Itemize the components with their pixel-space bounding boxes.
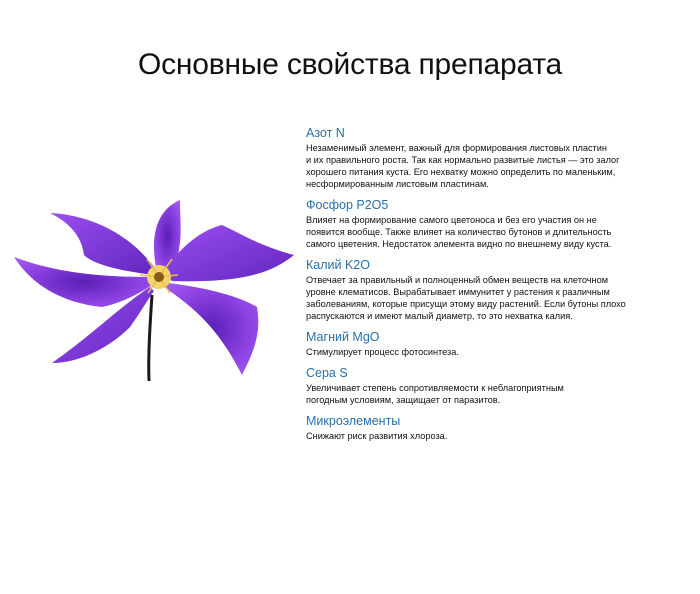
property-name: Азот N [306, 126, 345, 140]
description-line: самого цветения. Недостаток элемента видно по внешнему виду куста. [306, 239, 612, 249]
description-line: Влияет на формирование самого цветоноса и без его участия он не [306, 215, 597, 225]
property-microelements [306, 414, 686, 442]
property-sulfur [306, 366, 686, 406]
description-line: распускаются и имеют малый диаметр, то это нехватка калия. [306, 311, 573, 321]
properties-list [306, 126, 686, 450]
petal-upper-right [162, 225, 294, 281]
property-name: Калий K2O [306, 258, 370, 272]
description-line: Отвечает за правильный и полноценный обмен веществ на клеточном [306, 275, 609, 285]
property-name: Магний MgO [306, 330, 380, 344]
description-line: несформированным листовым пластинам. [306, 179, 489, 189]
property-nitrogen [306, 126, 686, 190]
description-line: Стимулирует процесс фотосинтеза. [306, 347, 459, 357]
petal-lower-right [164, 283, 258, 375]
page-title: Основные свойства препарата [137, 48, 563, 81]
property-phosphorus [306, 198, 686, 250]
property-potassium [306, 258, 686, 322]
property-name: Фосфор P2O5 [306, 198, 389, 212]
description-line: Незаменимый элемент, важный для формирования листовых пластин [306, 143, 607, 153]
clematis-flower-icon [12, 195, 302, 390]
property-description [306, 142, 686, 190]
description-line: и их правильного роста. Так как нормально развитые листья — это залог [306, 155, 620, 165]
description-line: Увеличивает степень сопротивляемости к неблагоприятным [306, 383, 564, 393]
description-line: хорошего питания куста. Его нехватку можно определить по маленьким, [306, 167, 616, 177]
description-line: появится вообще. Также влияет на количество бутонов и длительность [306, 227, 612, 237]
property-description [306, 346, 686, 358]
petal-upper-left [50, 213, 154, 275]
description-line: заболеваниям, которые присущи этому виду растений. Если бутоны плохо [306, 299, 626, 309]
flower-stem [149, 295, 152, 381]
property-name: Сера S [306, 366, 348, 380]
description-line: погодным условиям, защищает от паразитов. [306, 395, 501, 405]
description-line: уровне клематисов. Вырабатывает иммунитет у растения к различным [306, 287, 610, 297]
property-description [306, 430, 686, 442]
description-line: Снижают риск развития хлороза. [306, 431, 448, 441]
property-description [306, 214, 686, 250]
property-description [306, 382, 686, 406]
property-magnesium [306, 330, 686, 358]
property-name: Микроэлементы [306, 414, 401, 428]
property-description [306, 274, 686, 322]
